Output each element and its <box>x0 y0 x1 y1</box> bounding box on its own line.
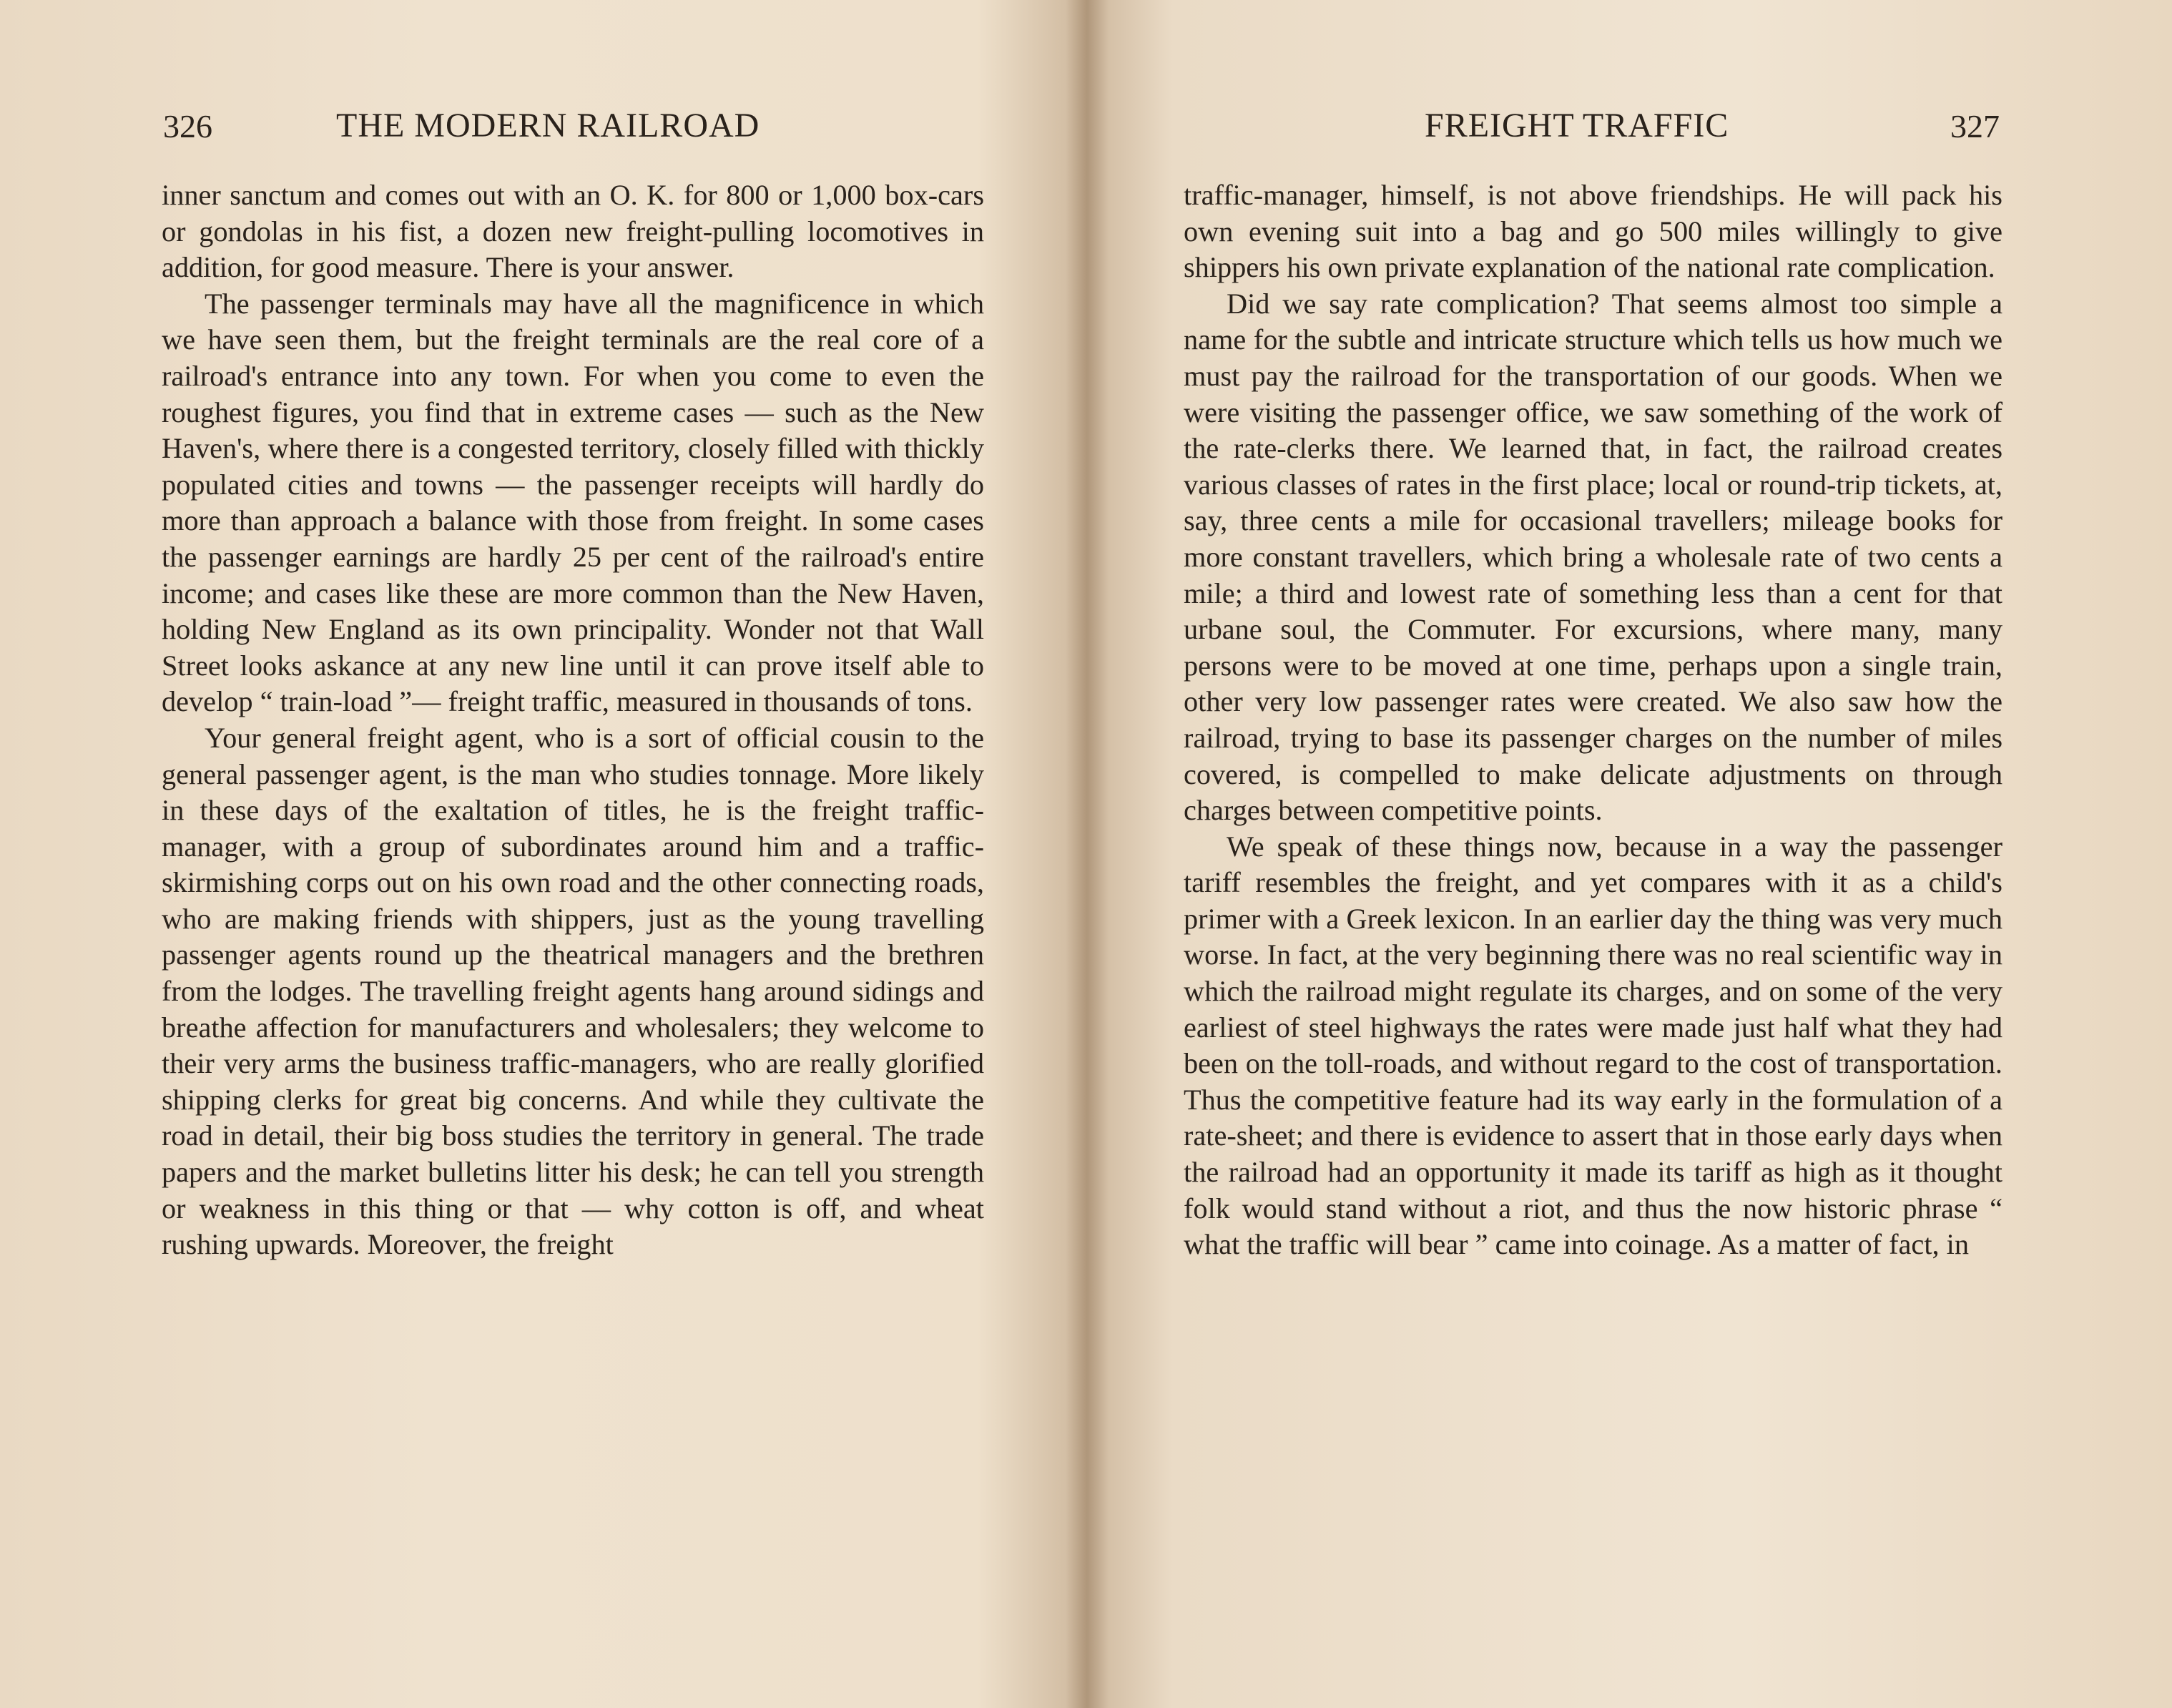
paragraph: The passenger terminals may have all the magnificence in which we have seen them, but the freight terminals are the real core of a railroad's entrance into any town. For when you come to even the roughest figures, you find that in extreme cases — such as the New Haven's, where there is a congested territory, closely filled with thickly populated cities and towns — the passenger receipts will hardly do more than approach a balance with those from freight. In some cases the passenger earnings are hardly 25 per cent of the railroad's entire income; and cases like these are more common than the New Haven, holding New England as its own principality. Wonder not that Wall Street looks askance at any new line until it can prove itself able to develop “ train-load ”— freight traffic, measured in thousands of tons. <box>162 287 984 718</box>
page-number: 327 <box>1950 108 2000 144</box>
paragraph: We speak of these things now, because in a way the passenger tariff resembles the freight, and yet compares with it as a child's primer with a Greek lexicon. In an earlier day the thing was very much worse. In fact, at the very beginning there was no real scientific way in which the railroad might regulate its charges, and on some of the very earliest of steel highways the rates were made just half what they had been on the toll-roads, and without regard to the cost of transportation. Thus the competitive feature had its way early in the formulation of a rate-sheet; and there is evidence to assert that in those early days when the railroad had an opportunity it made its tariff as high as it thought folk would stand without a riot, and thus the now historic phrase “ what the traffic will bear ” came into coinage. As a matter of fact, in <box>1184 830 2003 1261</box>
page-number: 326 <box>163 108 212 144</box>
paragraph: Your general freight agent, who is a sort of official cousin to the general passenger agent, is the man who studies tonnage. More likely in these days of the exaltation of titles, he is the freight traffic-manager, with a group of subordinates around him and a traffic-skirmishing corps out on his own road and the other connecting roads, who are making friends with shippers, just as the young travelling passenger agents round up the theatrical managers and the brethren from the lodges. The travelling freight agents hang around sidings and breathe affection for manufacturers and wholesalers; they welcome to their very arms the business traffic-managers, who are really glorified shipping clerks for great big concerns. And while they cultivate the road in detail, their big boss studies the territory in general. The trade papers and the market bulletins litter his desk; he can tell you strength or weakness in this thing or that — why cotton is off, and wheat rushing upwards. Moreover, the freight <box>162 721 984 1261</box>
paragraph: Did we say rate complication? That seems almost too simple a name for the subtle and intricate structure which tells us how much we must pay the railroad for the transportation of our goods. When we were visiting the passenger office, we saw something of the work of the rate-clerks there. We learned that, in fact, the railroad creates various classes of rates in the first place; local or round-trip tickets, at, say, three cents a mile for occasional travellers; mileage books for more constant travellers, which bring a wholesale rate of two cents a mile; a third and lowest rate of something less than a cent for that urbane soul, the Commuter. For excursions, where many, many persons were to be moved at one time, perhaps upon a single train, other very low passenger rates were created. We also saw how the railroad, trying to base its passenger charges on the number of miles covered, is compelled to make delicate adjustments on through charges between competitive points. <box>1184 287 2003 827</box>
running-head: THE MODERN RAILROAD <box>336 107 760 144</box>
right-page <box>1099 0 2172 1708</box>
running-head: FREIGHT TRAFFIC <box>1425 107 1729 144</box>
page-body <box>162 177 984 1263</box>
paragraph: inner sanctum and comes out with an O. K. for 800 or 1,000 box-cars or gondolas in his fist, a dozen new freight-pulling locomotives in addition, for good measure. There is your answer. <box>162 179 984 284</box>
left-page <box>0 0 1073 1708</box>
paragraph: traffic-manager, himself, is not above friendships. He will pack his own evening suit into a bag and go 500 miles willingly to give shippers his own private explanation of the national rate complication. <box>1184 179 2003 284</box>
page-body <box>1184 177 2003 1263</box>
